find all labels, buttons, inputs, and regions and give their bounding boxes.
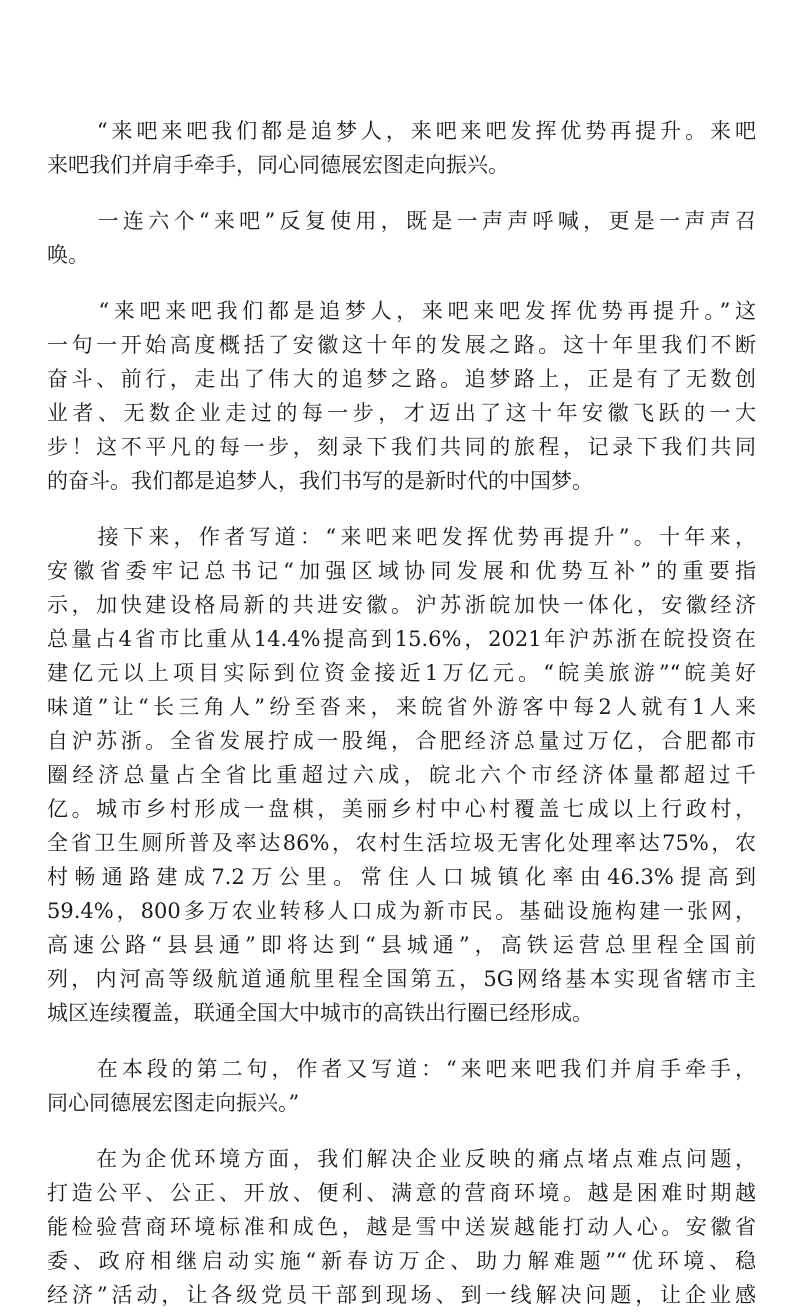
text-line: “来吧来吧我们都是追梦人，来吧来吧发挥优势再提升。”这 [47,299,756,323]
text-line: 全省卫生厕所普及率达86%，农村生活垃圾无害化处理率达75%，农 [47,831,756,855]
text-line: 来吧我们并肩手牵手，同心同德展宏图走向振兴。 [47,153,509,177]
paragraph [47,520,756,1030]
text-line: 总量占4省市比重从14.4%提高到15.6%，2021年沪苏浙在皖投资在 [47,627,756,651]
text-line: 接下来，作者写道：“来吧来吧发挥优势再提升”。十年来， [47,525,756,549]
text-line: 村畅通路建成7.2万公里。常住人口城镇化率由46.3%提高到 [47,865,756,889]
text-line: “来吧来吧我们都是追梦人，来吧来吧发挥优势再提升。来吧 [47,119,756,143]
text-line: 奋斗、前行，走出了伟大的追梦之路。追梦路上，正是有了无数创 [47,367,756,391]
text-line: 打造公平、公正、开放、便利、满意的营商环境。越是困难时期越 [47,1181,756,1205]
text-line: 列，内河高等级航道通航里程全国第五，5G网络基本实现省辖市主 [47,967,756,991]
text-line: 在本段的第二句，作者又写道：“来吧来吧我们并肩手牵手， [47,1057,756,1081]
text-line: 高速公路“县县通”即将达到“县城通”，高铁运营总里程全国前 [47,933,756,957]
text-line: 一句一开始高度概括了安徽这十年的发展之路。这十年里我们不断 [47,333,756,357]
text-line: 59.4%，800多万农业转移人口成为新市民。基础设施构建一张网， [47,899,756,923]
paragraph [47,1142,756,1312]
text-line: 唤。 [47,243,89,267]
paragraph [47,294,756,498]
text-line: 圈经济总量占全省比重超过六成，皖北六个市经济体量都超过千 [47,763,756,787]
text-line: 亿。城市乡村形成一盘棋，美丽乡村中心村覆盖七成以上行政村， [47,797,756,821]
text-line: 建亿元以上项目实际到位资金接近1万亿元。“皖美旅游”“皖美好 [47,661,756,685]
text-line: 业者、无数企业走过的每一步，才迈出了这十年安徽飞跃的一大 [47,401,756,425]
text-line: 示，加快建设格局新的共进安徽。沪苏浙皖加快一体化，安徽经济 [47,593,756,617]
paragraph [47,1052,756,1120]
text-line: 经济”活动，让各级党员干部到现场、到一线解决问题，让企业感 [47,1283,756,1307]
text-line: 自沪苏浙。全省发展拧成一股绳，合肥经济总量过万亿，合肥都市 [47,729,756,753]
text-line: 委、政府相继启动实施“新春访万企、助力解难题”“优环境、稳 [47,1249,756,1273]
paragraph [47,114,756,182]
paragraph [47,204,756,272]
text-line: 味道”让“长三角人”纷至沓来，来皖省外游客中每2人就有1人来 [47,695,756,719]
text-line: 能检验营商环境标准和成色，越是雪中送炭越能打动人心。安徽省 [47,1215,756,1239]
text-line: 同心同德展宏图走向振兴。” [47,1091,300,1115]
text-line: 一连六个“来吧”反复使用，既是一声声呼喊，更是一声声召 [47,209,756,233]
text-line: 安徽省委牢记总书记“加强区域协同发展和优势互补”的重要指 [47,559,756,583]
text-line: 步！这不平凡的每一步，刻录下我们共同的旅程，记录下我们共同 [47,435,756,459]
text-line: 城区连续覆盖，联通全国大中城市的高铁出行圈已经形成。 [47,1001,593,1025]
text-line: 在为企优环境方面，我们解决企业反映的痛点堵点难点问题， [47,1147,756,1171]
text-line: 的奋斗。我们都是追梦人，我们书写的是新时代的中国梦。 [47,469,593,493]
